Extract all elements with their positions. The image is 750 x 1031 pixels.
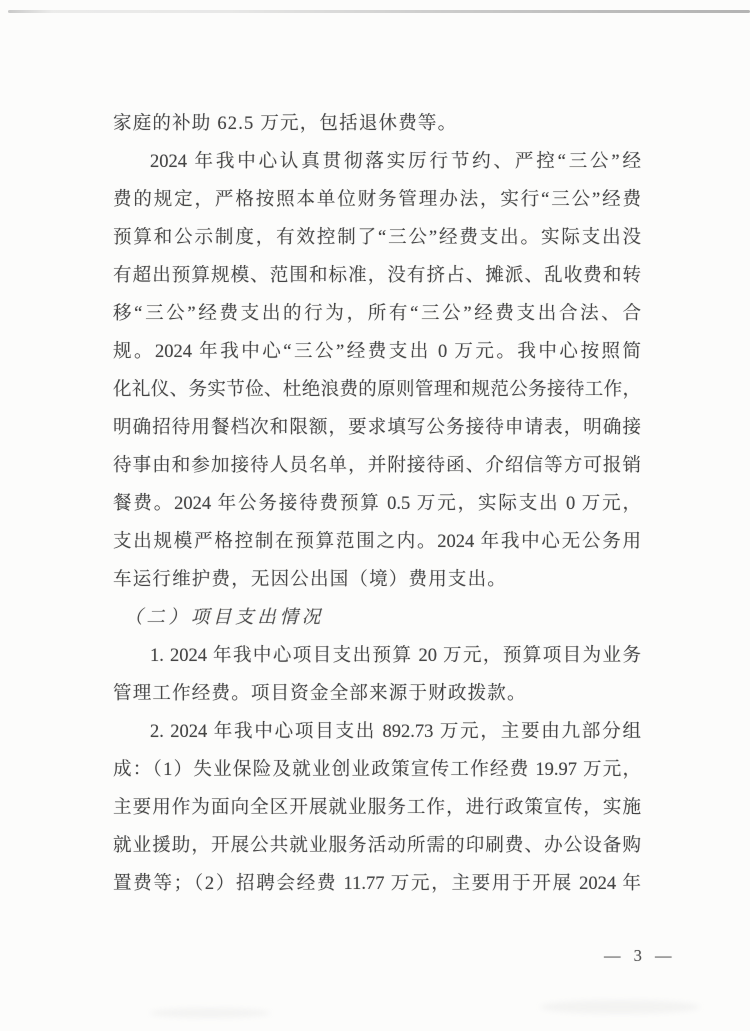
page-number: — 3 — <box>604 946 673 965</box>
text-line: 1. 2024 年我中心项目支出预算 20 万元，预算项目为业务 <box>150 646 641 666</box>
section-heading: （二）项目支出情况 <box>124 608 324 628</box>
text-line: 规。2024 年我中心“三公”经费支出 0 万元。我中心按照简 <box>113 342 641 362</box>
text-line: 待事由和参加接待人员名单，并附接待函、介绍信等方可报销 <box>113 456 641 476</box>
scan-artifact-line <box>8 10 750 13</box>
text-line: 费的规定，严格按照本单位财务管理办法，实行“三公”经费 <box>113 190 641 210</box>
text-line: 主要用作为面向全区开展就业服务工作，进行政策宣传，实施 <box>113 798 641 818</box>
text-line: 成：（1）失业保险及就业创业政策宣传工作经费 19.97 万元， <box>113 760 641 780</box>
text-line: 家庭的补助 62.5 万元，包括退休费等。 <box>113 114 458 134</box>
text-line: 管理工作经费。项目资金全部来源于财政拨款。 <box>113 684 527 704</box>
text-line: 就业援助，开展公共就业服务活动所需的印刷费、办公设备购 <box>113 836 641 856</box>
scan-smudge <box>540 1000 700 1014</box>
text-line: 预算和公示制度，有效控制了“三公”经费支出。实际支出没 <box>113 228 641 248</box>
text-line: 移“三公”经费支出的行为，所有“三公”经费支出合法、合 <box>113 304 641 324</box>
text-line: 车运行维护费，无因公出国（境）费用支出。 <box>113 570 508 590</box>
text-line: 支出规模严格控制在预算范围之内。2024 年我中心无公务用 <box>113 532 641 552</box>
scan-smudge <box>150 1008 270 1018</box>
document-body <box>113 105 641 903</box>
text-line: 餐费。2024 年公务接待费预算 0.5 万元，实际支出 0 万元， <box>113 494 641 514</box>
text-line: 2. 2024 年我中心项目支出 892.73 万元，主要由九部分组 <box>150 722 641 742</box>
text-line: 2024 年我中心认真贯彻落实厉行节约、严控“三公”经 <box>150 152 641 172</box>
text-line: 置费等；（2）招聘会经费 11.77 万元，主要用于开展 2024 年 <box>113 874 641 894</box>
text-line: 明确招待用餐档次和限额，要求填写公务接待申请表，明确接 <box>113 418 641 438</box>
text-line: 化礼仪、务实节俭、杜绝浪费的原则管理和规范公务接待工作， <box>113 380 641 400</box>
text-line: 有超出预算规模、范围和标准，没有挤占、摊派、乱收费和转 <box>113 266 641 286</box>
